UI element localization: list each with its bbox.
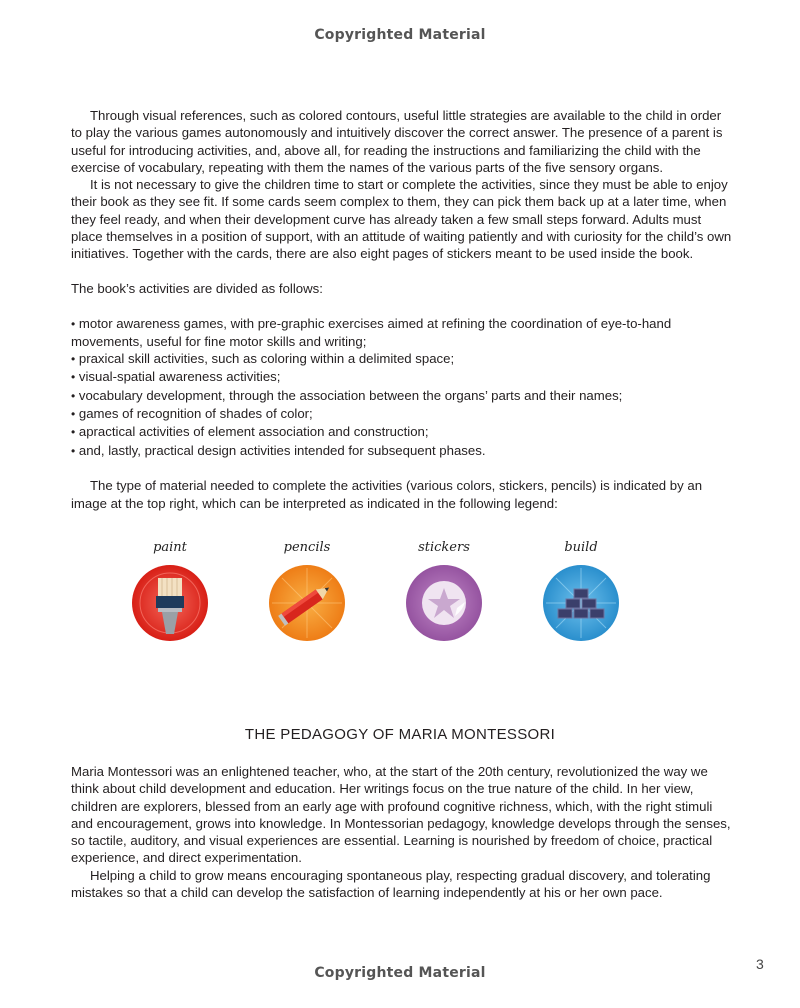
intro-paragraph-2: It is not necessary to give the children time to start or complete the activities, since they must be able to enjoy their book as they see fit. If some cards seem complex to them, they can pick them back up at a later time, when they feel ready, and when their development curve has already taken a few small steps forward. Adults must place themselves in a position of support, with an attitude of waiting patiently and with curiosity for the child’s own initiatives. Together with the cards, there are also eight pages of stickers meant to be used inside the book. — [71, 177, 732, 262]
list-item: • vocabulary development, through the association between the organs’ parts and their names; — [71, 387, 623, 403]
intro-paragraph-1: Through visual references, such as colored contours, useful little strategies are available to the child in order to play the various games autonomously and intuitively discover the correct answer. The presence of a parent is useful for introducing activities, and, above all, for reading the instructions and familiarizing the child with the exercise of vocabulary, repeating with them the names of the various parts of the five sensory organs. — [71, 108, 723, 175]
legend-label-paint: paint — [153, 540, 187, 555]
legend-item-stickers — [394, 540, 494, 642]
legend-item-build — [531, 540, 631, 642]
pencil-icon — [268, 564, 346, 642]
legend-label-build: build — [564, 540, 598, 555]
copyright-header: Copyrighted Material — [314, 27, 486, 43]
legend-item-paint — [120, 540, 220, 642]
montessori-paragraph-2: Helping a child to grow means encouraging spontaneous play, respecting gradual discovery, and tolerating mistakes so that a child can develop the satisfaction of learning independently at his or her own pace. — [71, 867, 711, 901]
intro-section — [71, 107, 733, 512]
list-item: • visual-spatial awareness activities; — [71, 369, 281, 385]
activities-list — [71, 315, 733, 460]
legend-label-pencils: pencils — [283, 540, 331, 555]
list-item: • games of recognition of shades of color; — [71, 406, 313, 422]
legend-label-stickers: stickers — [418, 540, 470, 555]
blocks-icon — [542, 564, 620, 642]
list-item: • and, lastly, practical design activities intended for subsequent phases. — [71, 442, 486, 458]
copyright-footer: Copyrighted Material — [314, 965, 486, 981]
list-item: • motor awareness games, with pre-graphic exercises aimed at refining the coordination of eye-to-hand movements, useful for fine motor skills and writing; — [71, 315, 672, 349]
page-number: 3 — [756, 956, 764, 972]
montessori-paragraph-1: Maria Montessori was an enlightened teacher, who, at the start of the 20th century, revolutionized the way we think about child development and education. Her writings focus on the true nature of the child. In her view, children are explorers, blessed from an early age with profound cognitive richness, which, with the right stimuli and encouragement, grows into knowledge. In Montessorian pedagogy, knowledge develops through the senses, so tactile, auditory, and visual experiences are essential. Learning is nourished by freedom of choice, practical experience, and direct experimentation. — [71, 764, 731, 866]
activities-intro: The book’s activities are divided as follows: — [71, 280, 323, 296]
sticker-star-icon — [405, 564, 483, 642]
paintbrush-icon — [131, 564, 209, 642]
list-item: • praxical skill activities, such as coloring within a delimited space; — [71, 351, 455, 367]
montessori-section — [71, 763, 733, 901]
legend-intro: The type of material needed to complete the activities (various colors, stickers, pencils) is indicated by an image at the top right, which can be interpreted as indicated in the following legend: — [71, 478, 703, 511]
legend-item-pencils — [257, 540, 357, 642]
material-legend — [120, 540, 640, 640]
list-item: • apractical activities of element association and construction; — [71, 424, 429, 440]
section-title: THE PEDAGOGY OF MARIA MONTESSORI — [244, 726, 556, 743]
